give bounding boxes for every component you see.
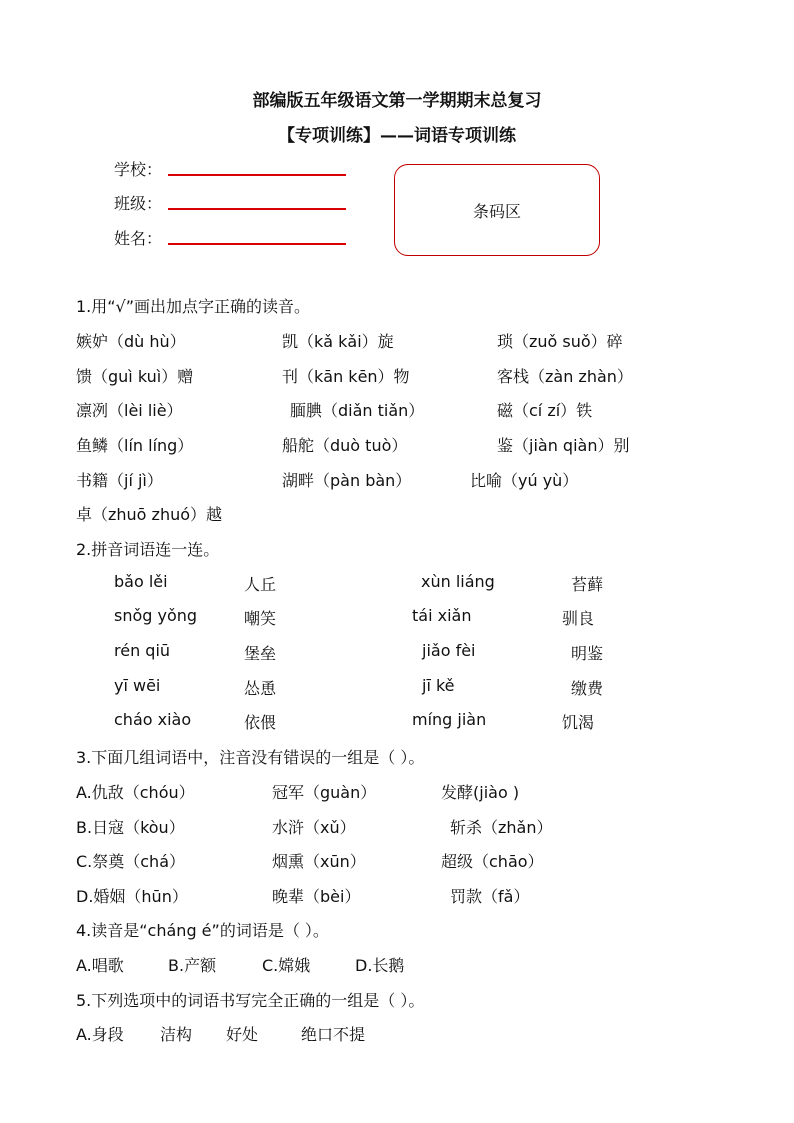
q1-item: 卓（zhuō zhuó）越 (76, 505, 223, 524)
q3-option: 发酵(jiào ) (441, 783, 520, 802)
q5-option: 绝口不提 (301, 1025, 366, 1044)
q3-option: A.仇敌（chóu） (76, 783, 195, 802)
q2-word: 缴费 (571, 679, 604, 698)
q2-pinyin: míng jiàn (412, 710, 487, 729)
q2-pinyin: jiǎo fèi (422, 641, 476, 660)
q4-option: D.长鹅 (355, 956, 405, 975)
class-label: 班级： (114, 194, 163, 213)
q1-item: 馈（guì kuì）赠 (76, 367, 194, 386)
q1-item: 磁（cí zí）铁 (497, 401, 593, 420)
q1-item: 嫉妒（dù hù） (76, 332, 186, 351)
q1-item: 腼腆（diǎn tiǎn） (290, 401, 425, 420)
q2-word: 人丘 (244, 575, 277, 594)
q4-title: 4.读音是“cháng é”的词语是（ ）。 (76, 921, 329, 940)
q3-option: 冠军（guàn） (272, 783, 377, 802)
q5-title: 5.下列选项中的词语书写完全正确的一组是（ ）。 (76, 991, 425, 1010)
name-label: 姓名： (114, 229, 163, 248)
q3-option: C.祭奠（chá） (76, 852, 186, 871)
q5-option: 好处 (226, 1025, 259, 1044)
q3-option: D.婚姻（hūn） (76, 887, 188, 906)
q3-option: B.日寇（kòu） (76, 818, 185, 837)
q4-option: A.唱歌 (76, 956, 124, 975)
q5-option: A.身段 (76, 1025, 124, 1044)
q1-item: 湖畔（pàn bàn） (282, 471, 412, 490)
q2-pinyin: bǎo lěi (114, 572, 168, 591)
school-label: 学校： (114, 160, 163, 179)
q2-word: 怂恿 (244, 679, 277, 698)
page-subtitle: 【专项训练】——词语专项训练 (278, 126, 516, 146)
q1-item: 鱼鳞（lín líng） (76, 436, 194, 455)
q2-word: 堡垒 (244, 644, 277, 663)
q2-word: 依偎 (244, 713, 277, 732)
q1-item: 鉴（jiàn qiàn）别 (497, 436, 630, 455)
q1-item: 琐（zuǒ suǒ）碎 (497, 332, 623, 351)
q3-option: 罚款（fǎ） (450, 887, 530, 906)
q2-word: 明鉴 (571, 644, 604, 663)
q3-option: 烟熏（xūn） (272, 852, 366, 871)
q2-title: 2.拼音词语连一连。 (76, 540, 220, 559)
barcode-area (394, 164, 600, 256)
q2-word: 驯良 (562, 609, 595, 628)
q2-pinyin: snǒg yǒng (114, 606, 198, 625)
q3-title: 3.下面几组词语中，注音没有错误的一组是（ ）。 (76, 748, 425, 767)
q2-word: 嘲笑 (244, 609, 277, 628)
q2-pinyin: rén qiū (114, 641, 171, 660)
q4-option: C.嫦娥 (262, 956, 311, 975)
q3-option: 水浒（xǔ） (272, 818, 356, 837)
q3-option: 斩杀（zhǎn） (450, 818, 553, 837)
q3-option: 晚辈（bèi） (272, 887, 361, 906)
q1-item: 凛冽（lèi liè） (76, 401, 183, 420)
q4-option: B.产额 (168, 956, 217, 975)
q2-pinyin: yī wēi (114, 676, 161, 695)
q1-item: 船舵（duò tuò） (282, 436, 408, 455)
q1-item: 刊（kān kēn）物 (282, 367, 410, 386)
q2-pinyin: cháo xiào (114, 710, 192, 729)
q5-option: 洁构 (160, 1025, 193, 1044)
q1-item: 客栈（zàn zhàn） (497, 367, 633, 386)
class-input-line[interactable] (168, 208, 346, 210)
name-input-line[interactable] (168, 243, 346, 245)
q1-item: 比喻（yú yù） (470, 471, 579, 490)
q2-word: 饥渴 (562, 713, 595, 732)
q2-pinyin: jī kě (422, 676, 455, 695)
q3-option: 超级（chāo） (441, 852, 544, 871)
q2-pinyin: xùn liáng (421, 572, 495, 591)
page-title: 部编版五年级语文第一学期期末总复习 (252, 91, 542, 111)
q2-pinyin: tái xiǎn (412, 606, 472, 625)
q1-item: 凯（kǎ kǎi）旋 (282, 332, 394, 351)
q1-item: 书籍（jí jì） (76, 471, 163, 490)
barcode-label: 条码区 (472, 201, 521, 221)
q2-word: 苔藓 (571, 575, 604, 594)
q1-title: 1.用“√”画出加点字正确的读音。 (76, 297, 311, 316)
school-input-line[interactable] (168, 174, 346, 176)
